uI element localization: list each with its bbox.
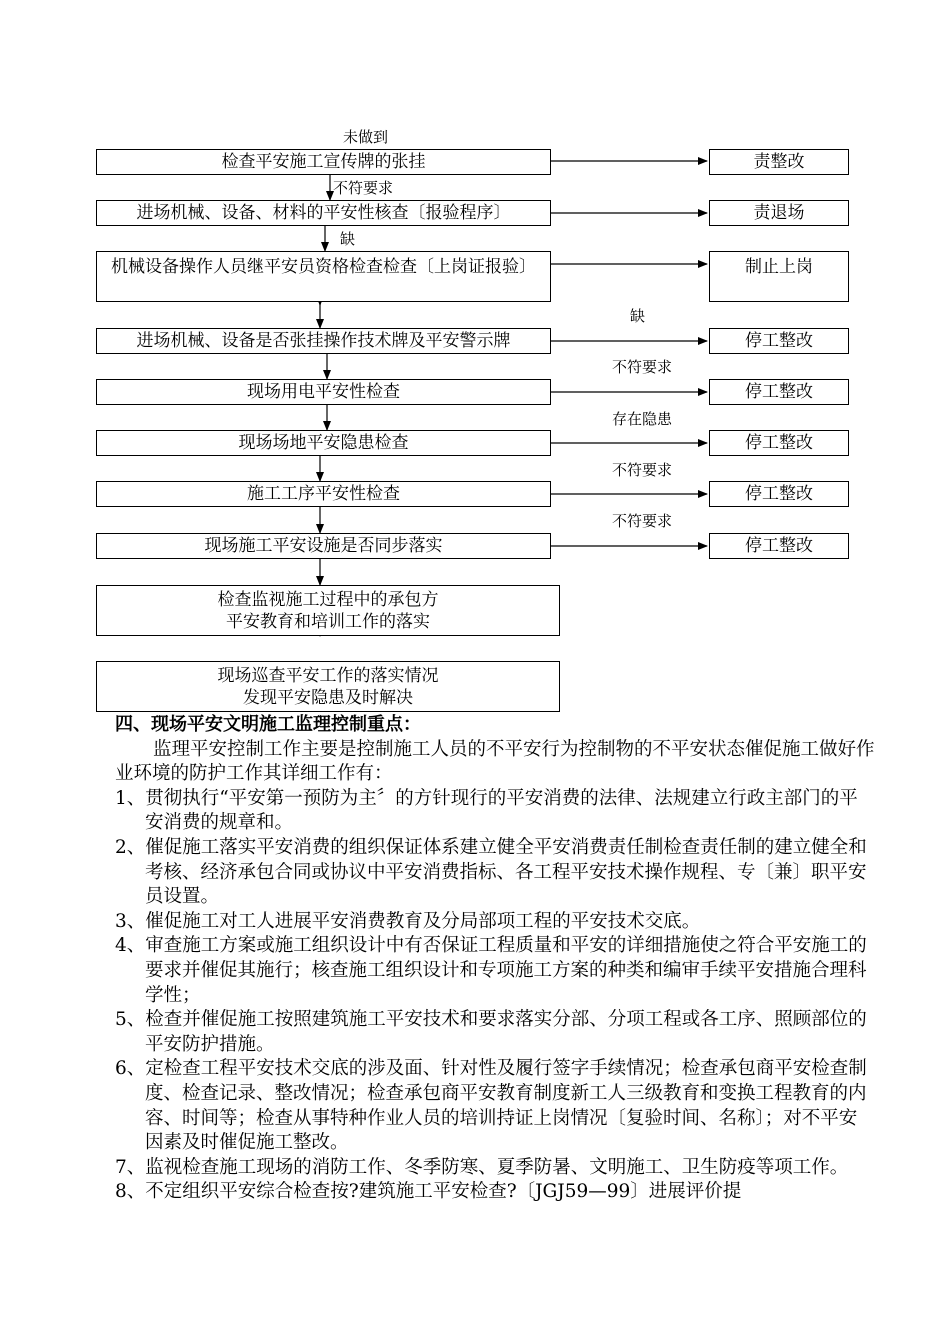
section-intro: 监理平安控制工作主要是控制施工人员的不平安行为控制物的不平安状态催促施工做好作业环境的防护工作其详细工作有：	[115, 738, 875, 785]
flow-step-text: 进场机械、设备、材料的平安性核查〔报验程序〕	[136, 203, 511, 223]
flow-step-box	[96, 379, 551, 405]
list-item: 3、催促施工对工人进展平安消费教育及分局部项工程的平安技术交底。	[115, 910, 701, 932]
flow-outcome-box	[709, 533, 849, 559]
flow-outcome-text: 停工整改	[745, 536, 813, 556]
flow-step-text: 现场用电平安性检查	[247, 382, 400, 402]
condition-label: 不符要求	[612, 512, 673, 530]
section-body	[115, 713, 875, 1205]
flow-outcome-text: 责退场	[753, 203, 805, 223]
list-item: 7、监视检查施工现场的消防工作、冬季防寒、夏季防暑、文明施工、卫生防疫等项工作。	[115, 1156, 849, 1178]
list-item: 5、检查并催促施工按照建筑施工平安技术和要求落实分部、分项工程或各工序、照顾部位的平安防护措施。	[115, 1009, 867, 1055]
flow-outcome-box	[709, 481, 849, 507]
flow-final-text: 检查监视施工过程中的承包方	[217, 589, 439, 610]
flow-final-box-2	[96, 661, 560, 712]
flow-step-text: 现场场地平安隐患检查	[238, 433, 409, 453]
flow-step-box	[96, 481, 551, 507]
condition-label: 不符要求	[612, 461, 673, 479]
flow-outcome-text: 停工整改	[745, 484, 813, 504]
flow-step-box	[96, 430, 551, 456]
flow-step-text: 检查平安施工宣传牌的张挂	[221, 152, 426, 172]
flow-step-text: 机械设备操作人员继平安员资格检查检查〔上岗证报验〕	[111, 257, 536, 277]
flow-outcome-text: 停工整改	[745, 331, 813, 351]
flow-outcome-box	[709, 251, 849, 302]
flow-outcome-box	[709, 200, 849, 226]
flow-final-text: 发现平安隐患及时解决	[243, 687, 413, 708]
flow-outcome-text: 停工整改	[745, 433, 813, 453]
flow-step-text: 施工工序平安性检查	[247, 484, 400, 504]
flow-outcome-box	[709, 379, 849, 405]
flow-step-box	[96, 200, 551, 226]
list-item: 4、审查施工方案或施工组织设计中有否保证工程质量和平安的详细措施使之符合平安施工的要求并催促其施行；核查施工组织设计和专项施工方案的种类和编审手续平安措施合理科学性；	[115, 935, 867, 1006]
flow-final-text: 现场巡查平安工作的落实情况	[217, 665, 439, 686]
list-item: 1、贯彻执行“平安第一预防为主〞的方针现行的平安消费的法律、法规建立行政主部门的平安消费的规章和。	[115, 787, 858, 834]
flow-final-text: 平安教育和培训工作的落实	[226, 611, 430, 632]
flow-step-text: 进场机械、设备是否张挂操作技术牌及平安警示牌	[136, 331, 511, 351]
condition-label: 存在隐患	[612, 410, 673, 428]
flow-step-box	[96, 533, 551, 559]
flow-step-text: 现场施工平安设施是否同步落实	[204, 536, 443, 556]
flow-outcome-box	[709, 430, 849, 456]
flow-outcome-box	[709, 328, 849, 354]
flow-final-box-1	[96, 585, 560, 636]
condition-label: 未做到	[343, 128, 389, 146]
section-heading: 四、现场平安文明施工监理控制重点：	[115, 714, 421, 735]
list-item: 8、不定组织平安综合检查按?建筑施工平安检查?〔JGJ59—99〕进展评价提	[115, 1181, 742, 1203]
flow-step-box	[96, 149, 551, 175]
flow-step-box	[96, 328, 551, 354]
flow-outcome-text: 责整改	[753, 152, 805, 172]
flow-step-box	[96, 251, 551, 302]
flow-outcome-text: 停工整改	[745, 382, 813, 402]
flow-outcome-box	[709, 149, 849, 175]
condition-label: 缺	[340, 230, 356, 248]
condition-label: 不符要求	[333, 179, 394, 197]
list-item: 6、定检查工程平安技术交底的涉及面、针对性及履行签字手续情况；检查承包商平安检查制度、检查记录、整改情况；检查承包商平安教育制度新工人三级教育和变换工程教育的内容、时间等；检查从事特种作业人员的培训持证上岗情况〔复验时间、名称〕；对不平安因素及时催促施工整改。	[115, 1058, 867, 1154]
flow-outcome-text: 制止上岗	[745, 257, 813, 277]
condition-label: 不符要求	[612, 358, 673, 376]
condition-label: 缺	[630, 307, 646, 325]
list-item: 2、催促施工落实平安消费的组织保证体系建立健全平安消费责任制检查责任制的建立健全和考核、经济承包合同或协议中平安消费指标、各工程平安技术操作规程、专〔兼〕职平安员设置。	[115, 836, 867, 908]
